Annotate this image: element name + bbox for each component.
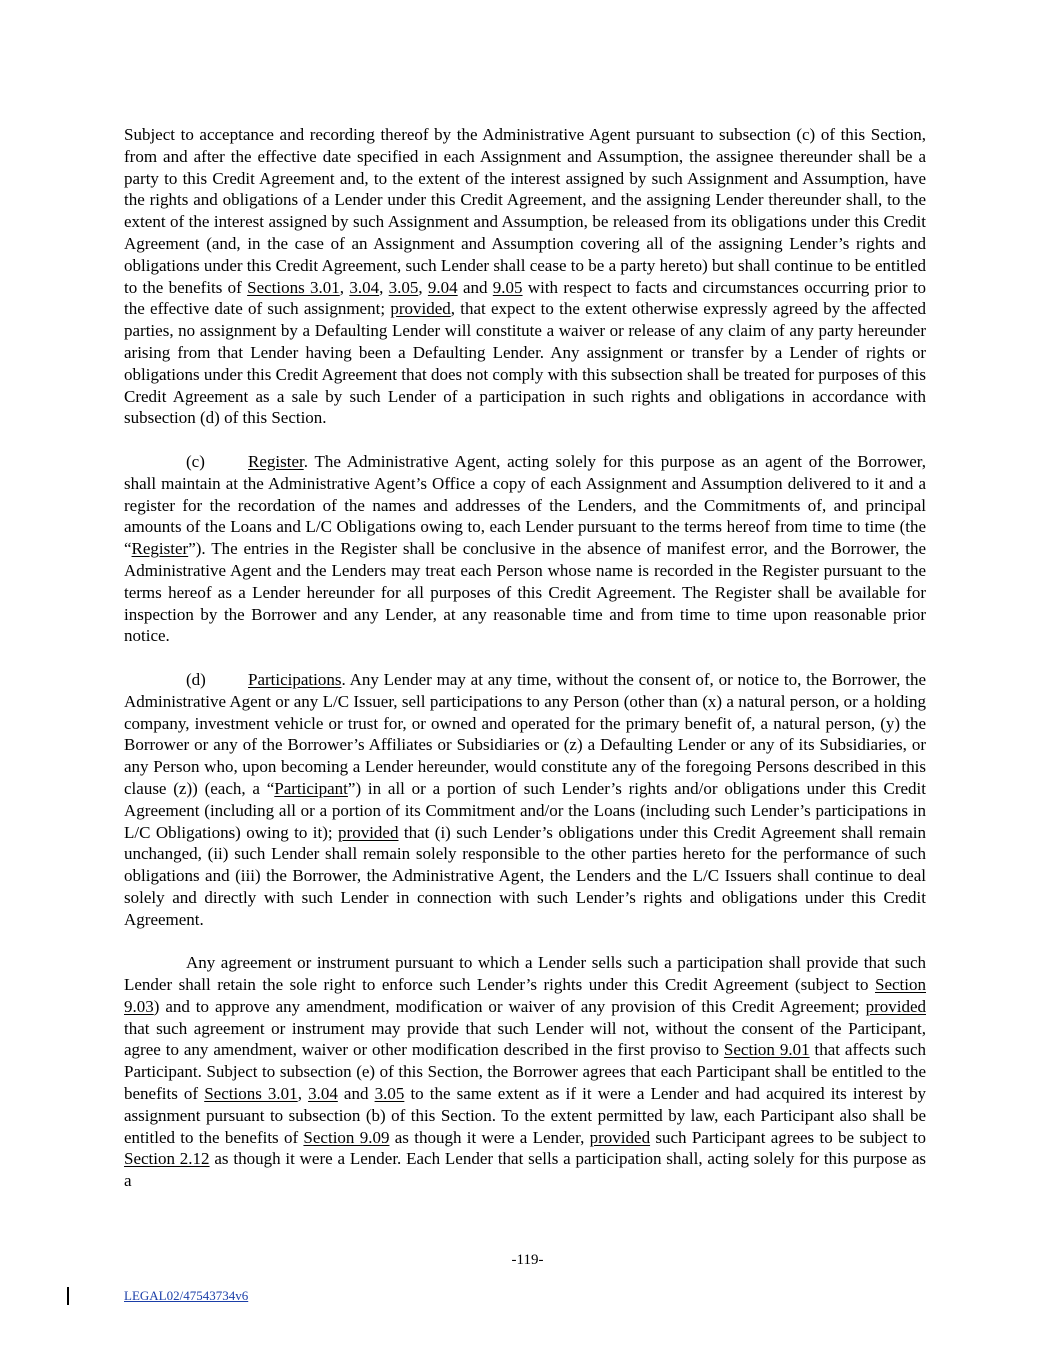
text-run: and bbox=[337, 1084, 375, 1104]
text-run: , bbox=[297, 1084, 309, 1104]
document-page bbox=[124, 124, 926, 1214]
defined-term-register: Register bbox=[131, 539, 189, 559]
text-run: . Any Lender may at any time, without the consent of, or notice to, the Borrower, the Administrative Agent or any L/C Issuer, sell participations to any Person (other than (x) a natural person, or a holding company, investment vehicle or trust for, or owned and operated for the primary benefit of, a natural person, (y) the Borrower or any of the Borrower’s Affiliates or Subsidiaries or (z) a Defaulting Lender or any of its Subsidiaries, or any Person who, upon becoming a Lender hereunder, would constitute any of the foregoing Persons described in this clause (z)) (each, a “ bbox=[124, 669, 926, 798]
paragraph-participations bbox=[124, 669, 926, 931]
clause-heading: Register bbox=[248, 451, 304, 471]
text-run: , bbox=[379, 277, 389, 297]
text-run: ”). The entries in the Register shall be conclusive in the absence of manifest error, and the Borrower, the Administrative Agent and the Lenders may treat each Person whose name is recorded in the Register pursuant to the terms hereof as a Lender hereunder for all purposes of this Credit Agreement. The Register shall be available for inspection by the Borrower and any Lender, at any reasonable time and from time to time upon reasonable prior notice. bbox=[124, 539, 926, 646]
text-run: , bbox=[339, 277, 350, 297]
clause-heading: Participations bbox=[248, 669, 342, 689]
text-run: ”) in all or a portion of such Lender’s rights and/or obligations under this Credit Agreement (including all or a portion of its Commitment and/or the Loans (including such Lender’s participations in L/C Obligations) owing to it); bbox=[124, 778, 926, 842]
text-run: that such agreement or instrument may provide that such Lender will not, without the consent of the Participant, agree to any amendment, waiver or other modification described in the first proviso to bbox=[124, 1018, 926, 1060]
text-run: to the same extent as if it were a Lender and had acquired its interest by assignment pursuant to subsection (b) of this Section. To the extent permitted by law, each Participant also shall be entitled to the benefits of bbox=[124, 1084, 927, 1147]
text-run: , bbox=[418, 277, 428, 297]
section-reference: Section 9.01 bbox=[723, 1040, 810, 1060]
text-run: as though it were a Lender, bbox=[389, 1127, 590, 1147]
section-reference: Sections 3.01 bbox=[247, 277, 340, 297]
clause-label: (d) bbox=[186, 669, 206, 689]
defined-term-provided: provided bbox=[338, 822, 399, 842]
section-reference: Section 2.12 bbox=[124, 1149, 210, 1169]
text-run: Subject to acceptance and recording thereof by the Administrative Agent pursuant to subsection (c) of this Section, from and after the effective date specified in each Assignment and Assumption, the assignee thereunder shall be a party to this Credit Agreement and, to the extent of the interest assigned by such Assignment and Assumption, have the rights and obligations of a Lender under this Credit Agreement, and the assigning Lender thereunder shall, to the extent of the interest assigned by such Assignment and Assumption, be released from its obligations under this Credit Agreement (and, in the case of an Assignment and Assumption covering all of the assigning Lender’s rights and obligations under this Credit Agreement, such Lender shall cease to be a party hereto) but shall continue to be entitled to the benefits of bbox=[124, 125, 926, 297]
text-run: Any agreement or instrument pursuant to which a Lender sells such a participation shall provide that such Lender shall retain the sole right to enforce such Lender’s rights under this Credit Agreement (subject to bbox=[124, 953, 926, 995]
section-reference: Sections 3.01 bbox=[204, 1084, 298, 1104]
section-reference: 9.05 bbox=[492, 277, 523, 297]
section-reference: Section 9.03 bbox=[124, 975, 926, 1016]
paragraph-participation-agreements bbox=[124, 952, 926, 1192]
section-reference: 3.04 bbox=[308, 1084, 338, 1104]
section-reference: 3.05 bbox=[374, 1084, 405, 1104]
section-reference: Section 9.09 bbox=[303, 1127, 390, 1147]
defined-term-provided: provided bbox=[865, 996, 926, 1016]
section-reference: 9.04 bbox=[427, 277, 458, 297]
text-run: such Participant agrees to be subject to bbox=[650, 1127, 926, 1147]
text-run: , that expect to the extent otherwise expressly agreed by the affected parties, no assignment by a Defaulting Lender will constitute a waiver or release of any claim of any party hereunder arising from that Lender having been a Defaulting Lender. Any assignment or transfer by a Lender of rights or obligations under this Credit Agreement that does not comply with this subsection shall be treated for purposes of this Credit Agreement as a sale by such Lender of a participation in such rights and obligations in accordance with subsection (d) of this Section. bbox=[124, 299, 926, 428]
text-run: and bbox=[457, 277, 493, 297]
defined-term-participant: Participant bbox=[274, 778, 348, 798]
text-run: that (i) such Lender’s obligations under this Credit Agreement shall remain unchanged, (ii) such Lender shall remain solely responsible to the other parties hereto for the performance of such obligations and (iii) the Borrower, the Administrative Agent, the Lenders and the L/C Issuers shall continue to deal solely and directly with such Lender in connection with such Lender’s rights and obligations under this Credit Agreement. bbox=[124, 822, 926, 929]
paragraph-assignment-effect bbox=[124, 124, 926, 429]
paragraph-register bbox=[124, 451, 926, 647]
clause-label: (c) bbox=[186, 451, 205, 471]
text-run: ) and to approve any amendment, modification or waiver of any provision of this Credit Agreement; bbox=[153, 996, 866, 1016]
document-id-link[interactable]: LEGAL02/47543734v6 bbox=[124, 1288, 249, 1303]
page-number: -119- bbox=[511, 1252, 544, 1268]
defined-term-provided: provided bbox=[390, 299, 451, 319]
text-run: with respect to facts and circumstances occurring prior to the effective date of such assignment; bbox=[124, 277, 927, 319]
text-run: as though it were a Lender. Each Lender that sells a participation shall, acting solely for this purpose as a bbox=[124, 1149, 926, 1191]
text-run: that affects such Participant. Subject to subsection (e) of this Section, the Borrower agrees that each Participant shall be entitled to the benefits of bbox=[124, 1040, 926, 1104]
change-bar bbox=[67, 1287, 69, 1305]
section-reference: 3.04 bbox=[349, 277, 380, 297]
section-reference: 3.05 bbox=[388, 277, 419, 297]
text-run: . The Administrative Agent, acting solely for this purpose as an agent of the Borrower, shall maintain at the Administrative Agent’s Office a copy of each Assignment and Assumption delivered to it and a register for the recordation of the names and addresses of the Lenders, and the Commitments of, and principal amounts of the Loans and L/C Obligations owing to, each Lender pursuant to the terms hereof from time to time (the “ bbox=[124, 451, 926, 559]
defined-term-provided: provided bbox=[589, 1127, 651, 1147]
